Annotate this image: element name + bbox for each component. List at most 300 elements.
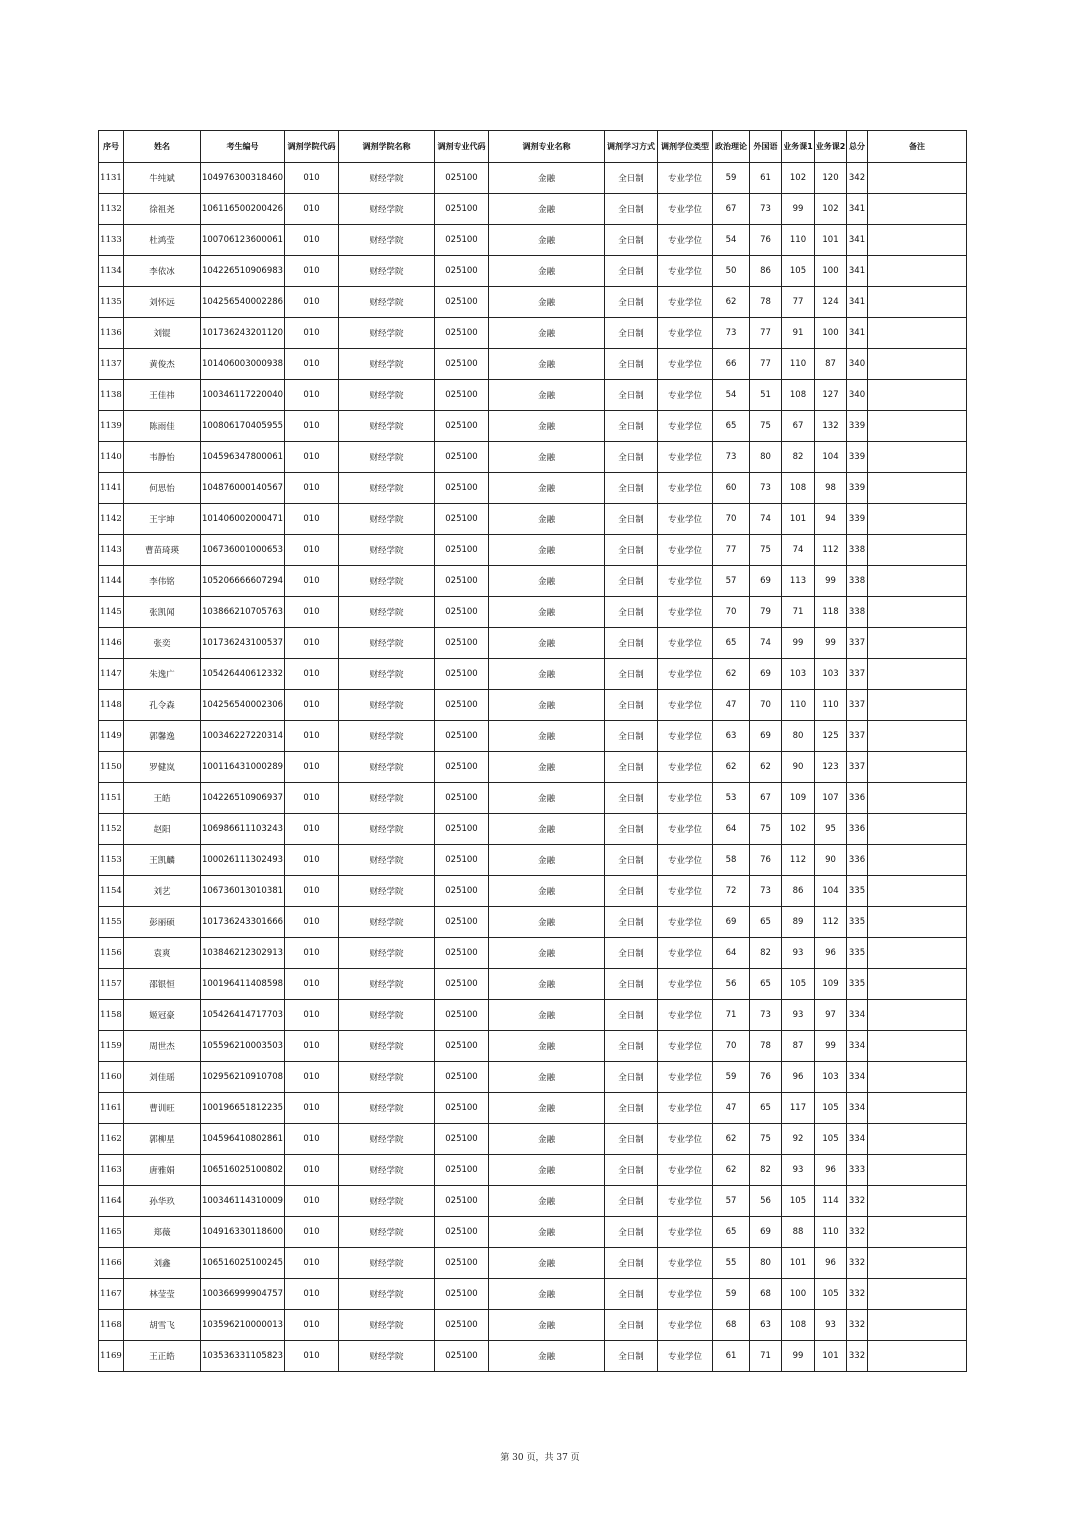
cell-sch: 财经学院 <box>339 163 435 194</box>
cell-mode: 全日制 <box>605 349 658 380</box>
table-row <box>99 659 967 690</box>
cell-maj-code: 025100 <box>435 783 489 814</box>
cell-politics: 65 <box>713 1217 750 1248</box>
cell-total: 337 <box>847 659 868 690</box>
cell-mode: 全日制 <box>605 1124 658 1155</box>
cell-deg: 专业学位 <box>658 845 713 876</box>
cell-remark <box>868 566 967 597</box>
cell-sch-code: 010 <box>285 628 339 659</box>
cell-maj: 金融 <box>489 969 605 1000</box>
cell-foreign: 65 <box>750 907 782 938</box>
table-row <box>99 349 967 380</box>
cell-politics: 65 <box>713 628 750 659</box>
cell-name: 王宇坤 <box>124 504 201 535</box>
cell-sch-code: 010 <box>285 225 339 256</box>
table-row <box>99 442 967 473</box>
cell-maj-code: 025100 <box>435 163 489 194</box>
cell-exam: 104226510906983 <box>201 256 285 287</box>
cell-sch: 财经学院 <box>339 752 435 783</box>
cell-foreign: 82 <box>750 1155 782 1186</box>
cell-deg: 专业学位 <box>658 659 713 690</box>
cell-maj: 金融 <box>489 752 605 783</box>
column-header-deg: 调剂学位类型 <box>658 131 713 163</box>
cell-sch: 财经学院 <box>339 504 435 535</box>
cell-politics: 67 <box>713 194 750 225</box>
cell-exam: 103866210705763 <box>201 597 285 628</box>
cell-total: 342 <box>847 163 868 194</box>
cell-seq: 1151 <box>99 783 124 814</box>
cell-sch-code: 010 <box>285 256 339 287</box>
cell-deg: 专业学位 <box>658 566 713 597</box>
column-header-politics: 政治理论 <box>713 131 750 163</box>
cell-remark <box>868 1279 967 1310</box>
cell-total: 335 <box>847 969 868 1000</box>
cell-sch-code: 010 <box>285 1248 339 1279</box>
cell-seq: 1142 <box>99 504 124 535</box>
cell-total: 338 <box>847 597 868 628</box>
cell-name: 彭丽硕 <box>124 907 201 938</box>
cell-foreign: 56 <box>750 1186 782 1217</box>
cell-mode: 全日制 <box>605 783 658 814</box>
cell-remark <box>868 938 967 969</box>
cell-politics: 62 <box>713 1155 750 1186</box>
cell-sch: 财经学院 <box>339 318 435 349</box>
table-row <box>99 1217 967 1248</box>
cell-sch: 财经学院 <box>339 1000 435 1031</box>
cell-sch: 财经学院 <box>339 535 435 566</box>
cell-exam: 100116431000289 <box>201 752 285 783</box>
cell-maj-code: 025100 <box>435 597 489 628</box>
cell-seq: 1145 <box>99 597 124 628</box>
cell-remark <box>868 1000 967 1031</box>
cell-politics: 62 <box>713 659 750 690</box>
cell-maj-code: 025100 <box>435 690 489 721</box>
cell-exam: 103596210000013 <box>201 1310 285 1341</box>
cell-total: 340 <box>847 349 868 380</box>
cell-sch: 财经学院 <box>339 628 435 659</box>
cell-maj: 金融 <box>489 256 605 287</box>
cell-remark <box>868 473 967 504</box>
cell-name: 张奕 <box>124 628 201 659</box>
roster-sheet <box>98 130 966 1372</box>
cell-total: 339 <box>847 504 868 535</box>
cell-maj: 金融 <box>489 1279 605 1310</box>
cell-maj-code: 025100 <box>435 969 489 1000</box>
cell-seq: 1156 <box>99 938 124 969</box>
cell-foreign: 76 <box>750 1062 782 1093</box>
cell-total: 332 <box>847 1310 868 1341</box>
cell-sch: 财经学院 <box>339 380 435 411</box>
cell-mode: 全日制 <box>605 566 658 597</box>
cell-sch: 财经学院 <box>339 690 435 721</box>
cell-exam: 100196651812235 <box>201 1093 285 1124</box>
cell-foreign: 76 <box>750 225 782 256</box>
cell-maj: 金融 <box>489 628 605 659</box>
cell-sch: 财经学院 <box>339 411 435 442</box>
cell-course1: 87 <box>782 1031 815 1062</box>
cell-foreign: 73 <box>750 473 782 504</box>
cell-deg: 专业学位 <box>658 473 713 504</box>
cell-exam: 101406003000938 <box>201 349 285 380</box>
cell-foreign: 70 <box>750 690 782 721</box>
cell-mode: 全日制 <box>605 1186 658 1217</box>
cell-maj: 金融 <box>489 1341 605 1372</box>
table-row <box>99 535 967 566</box>
cell-maj-code: 025100 <box>435 1186 489 1217</box>
cell-maj-code: 025100 <box>435 1217 489 1248</box>
cell-seq: 1154 <box>99 876 124 907</box>
cell-remark <box>868 411 967 442</box>
cell-deg: 专业学位 <box>658 380 713 411</box>
cell-seq: 1133 <box>99 225 124 256</box>
cell-seq: 1155 <box>99 907 124 938</box>
cell-total: 339 <box>847 473 868 504</box>
cell-politics: 53 <box>713 783 750 814</box>
cell-sch: 财经学院 <box>339 1155 435 1186</box>
cell-remark <box>868 1093 967 1124</box>
cell-course1: 102 <box>782 814 815 845</box>
table-row <box>99 1341 967 1372</box>
cell-mode: 全日制 <box>605 225 658 256</box>
cell-mode: 全日制 <box>605 1155 658 1186</box>
cell-course1: 90 <box>782 752 815 783</box>
table-row <box>99 938 967 969</box>
cell-exam: 100026111302493 <box>201 845 285 876</box>
cell-maj-code: 025100 <box>435 349 489 380</box>
cell-sch: 财经学院 <box>339 349 435 380</box>
cell-total: 335 <box>847 938 868 969</box>
cell-exam: 106736013010381 <box>201 876 285 907</box>
cell-sch: 财经学院 <box>339 566 435 597</box>
cell-seq: 1160 <box>99 1062 124 1093</box>
cell-politics: 65 <box>713 411 750 442</box>
cell-name: 刘艺 <box>124 876 201 907</box>
cell-remark <box>868 194 967 225</box>
cell-total: 338 <box>847 566 868 597</box>
cell-sch-code: 010 <box>285 287 339 318</box>
cell-deg: 专业学位 <box>658 1279 713 1310</box>
cell-mode: 全日制 <box>605 814 658 845</box>
cell-course1: 108 <box>782 473 815 504</box>
cell-foreign: 80 <box>750 1248 782 1279</box>
cell-politics: 66 <box>713 349 750 380</box>
cell-exam: 104256540002306 <box>201 690 285 721</box>
cell-sch-code: 010 <box>285 380 339 411</box>
cell-mode: 全日制 <box>605 1093 658 1124</box>
cell-exam: 101736243301666 <box>201 907 285 938</box>
cell-sch-code: 010 <box>285 504 339 535</box>
cell-sch-code: 010 <box>285 1341 339 1372</box>
cell-sch: 财经学院 <box>339 1062 435 1093</box>
cell-course2: 123 <box>815 752 847 783</box>
cell-sch: 财经学院 <box>339 907 435 938</box>
cell-mode: 全日制 <box>605 1000 658 1031</box>
cell-sch-code: 010 <box>285 938 339 969</box>
cell-maj: 金融 <box>489 349 605 380</box>
cell-foreign: 78 <box>750 1031 782 1062</box>
cell-maj-code: 025100 <box>435 380 489 411</box>
cell-maj-code: 025100 <box>435 1031 489 1062</box>
cell-deg: 专业学位 <box>658 597 713 628</box>
cell-exam: 101736243201120 <box>201 318 285 349</box>
cell-maj-code: 025100 <box>435 1279 489 1310</box>
cell-maj: 金融 <box>489 597 605 628</box>
cell-course1: 96 <box>782 1062 815 1093</box>
cell-course2: 105 <box>815 1093 847 1124</box>
cell-mode: 全日制 <box>605 969 658 1000</box>
cell-total: 334 <box>847 1000 868 1031</box>
cell-mode: 全日制 <box>605 1341 658 1372</box>
cell-sch: 财经学院 <box>339 1248 435 1279</box>
cell-course1: 71 <box>782 597 815 628</box>
cell-sch-code: 010 <box>285 690 339 721</box>
cell-deg: 专业学位 <box>658 442 713 473</box>
cell-foreign: 65 <box>750 969 782 1000</box>
table-row <box>99 1279 967 1310</box>
cell-maj: 金融 <box>489 659 605 690</box>
cell-politics: 58 <box>713 845 750 876</box>
cell-maj: 金融 <box>489 907 605 938</box>
cell-mode: 全日制 <box>605 1031 658 1062</box>
cell-course2: 110 <box>815 690 847 721</box>
table-row <box>99 814 967 845</box>
table-row <box>99 876 967 907</box>
cell-name: 郑薇 <box>124 1217 201 1248</box>
cell-remark <box>868 690 967 721</box>
cell-maj: 金融 <box>489 380 605 411</box>
cell-politics: 50 <box>713 256 750 287</box>
cell-total: 339 <box>847 442 868 473</box>
cell-course1: 89 <box>782 907 815 938</box>
cell-remark <box>868 1031 967 1062</box>
cell-sch-code: 010 <box>285 1062 339 1093</box>
cell-exam: 100346117220040 <box>201 380 285 411</box>
cell-exam: 104876000140567 <box>201 473 285 504</box>
cell-maj: 金融 <box>489 1031 605 1062</box>
cell-remark <box>868 628 967 659</box>
cell-maj-code: 025100 <box>435 721 489 752</box>
cell-deg: 专业学位 <box>658 938 713 969</box>
cell-remark <box>868 845 967 876</box>
cell-course2: 101 <box>815 225 847 256</box>
cell-mode: 全日制 <box>605 597 658 628</box>
cell-mode: 全日制 <box>605 659 658 690</box>
cell-foreign: 75 <box>750 1124 782 1155</box>
cell-remark <box>868 597 967 628</box>
cell-course1: 110 <box>782 349 815 380</box>
cell-sch-code: 010 <box>285 1124 339 1155</box>
cell-maj-code: 025100 <box>435 938 489 969</box>
cell-remark <box>868 969 967 1000</box>
cell-exam: 104226510906937 <box>201 783 285 814</box>
cell-deg: 专业学位 <box>658 194 713 225</box>
cell-deg: 专业学位 <box>658 690 713 721</box>
table-row <box>99 225 967 256</box>
cell-total: 332 <box>847 1279 868 1310</box>
cell-foreign: 69 <box>750 1217 782 1248</box>
cell-exam: 100366999904757 <box>201 1279 285 1310</box>
cell-name: 罗健岚 <box>124 752 201 783</box>
cell-sch: 财经学院 <box>339 1093 435 1124</box>
cell-seq: 1138 <box>99 380 124 411</box>
cell-exam: 105426414717703 <box>201 1000 285 1031</box>
table-row <box>99 845 967 876</box>
cell-seq: 1139 <box>99 411 124 442</box>
cell-name: 林莹莹 <box>124 1279 201 1310</box>
cell-maj: 金融 <box>489 566 605 597</box>
cell-course1: 105 <box>782 256 815 287</box>
cell-course2: 100 <box>815 318 847 349</box>
cell-seq: 1165 <box>99 1217 124 1248</box>
cell-maj-code: 025100 <box>435 256 489 287</box>
cell-sch: 财经学院 <box>339 876 435 907</box>
cell-sch: 财经学院 <box>339 938 435 969</box>
column-header-maj-code: 调剂专业代码 <box>435 131 489 163</box>
cell-maj: 金融 <box>489 1217 605 1248</box>
cell-sch: 财经学院 <box>339 287 435 318</box>
cell-course2: 97 <box>815 1000 847 1031</box>
cell-sch: 财经学院 <box>339 1031 435 1062</box>
cell-course2: 95 <box>815 814 847 845</box>
cell-foreign: 63 <box>750 1310 782 1341</box>
cell-course2: 96 <box>815 1248 847 1279</box>
cell-remark <box>868 380 967 411</box>
cell-name: 周世杰 <box>124 1031 201 1062</box>
cell-maj-code: 025100 <box>435 1093 489 1124</box>
cell-mode: 全日制 <box>605 163 658 194</box>
cell-maj: 金融 <box>489 1248 605 1279</box>
cell-seq: 1167 <box>99 1279 124 1310</box>
cell-exam: 104596410802861 <box>201 1124 285 1155</box>
cell-name: 刘鑫 <box>124 1248 201 1279</box>
cell-remark <box>868 318 967 349</box>
cell-foreign: 61 <box>750 163 782 194</box>
cell-mode: 全日制 <box>605 690 658 721</box>
cell-maj-code: 025100 <box>435 752 489 783</box>
cell-sch: 财经学院 <box>339 814 435 845</box>
cell-total: 334 <box>847 1093 868 1124</box>
cell-course2: 105 <box>815 1124 847 1155</box>
cell-total: 340 <box>847 380 868 411</box>
cell-sch-code: 010 <box>285 1310 339 1341</box>
cell-seq: 1141 <box>99 473 124 504</box>
cell-name: 李依冰 <box>124 256 201 287</box>
cell-maj-code: 025100 <box>435 1341 489 1372</box>
cell-deg: 专业学位 <box>658 1062 713 1093</box>
cell-course2: 102 <box>815 194 847 225</box>
cell-maj: 金融 <box>489 938 605 969</box>
cell-total: 333 <box>847 1155 868 1186</box>
cell-seq: 1161 <box>99 1093 124 1124</box>
cell-exam: 104976300318460 <box>201 163 285 194</box>
cell-politics: 55 <box>713 1248 750 1279</box>
column-header-exam: 考生编号 <box>201 131 285 163</box>
cell-maj-code: 025100 <box>435 566 489 597</box>
cell-mode: 全日制 <box>605 256 658 287</box>
cell-exam: 103846212302913 <box>201 938 285 969</box>
cell-course2: 132 <box>815 411 847 442</box>
cell-sch: 财经学院 <box>339 442 435 473</box>
cell-course1: 77 <box>782 287 815 318</box>
column-header-maj: 调剂专业名称 <box>489 131 605 163</box>
cell-sch: 财经学院 <box>339 659 435 690</box>
cell-deg: 专业学位 <box>658 256 713 287</box>
cell-maj: 金融 <box>489 1000 605 1031</box>
cell-mode: 全日制 <box>605 628 658 659</box>
cell-sch: 财经学院 <box>339 721 435 752</box>
cell-course2: 104 <box>815 442 847 473</box>
cell-mode: 全日制 <box>605 318 658 349</box>
cell-maj-code: 025100 <box>435 225 489 256</box>
cell-course1: 99 <box>782 628 815 659</box>
cell-exam: 100806170405955 <box>201 411 285 442</box>
cell-maj: 金融 <box>489 1093 605 1124</box>
cell-remark <box>868 1155 967 1186</box>
cell-course1: 99 <box>782 194 815 225</box>
cell-maj: 金融 <box>489 504 605 535</box>
cell-exam: 104256540002286 <box>201 287 285 318</box>
cell-seq: 1158 <box>99 1000 124 1031</box>
cell-course1: 86 <box>782 876 815 907</box>
cell-course1: 110 <box>782 225 815 256</box>
cell-politics: 59 <box>713 1062 750 1093</box>
cell-mode: 全日制 <box>605 442 658 473</box>
cell-total: 336 <box>847 845 868 876</box>
cell-foreign: 73 <box>750 194 782 225</box>
cell-mode: 全日制 <box>605 287 658 318</box>
cell-exam: 106986611103243 <box>201 814 285 845</box>
cell-maj: 金融 <box>489 535 605 566</box>
cell-name: 杜鸿莹 <box>124 225 201 256</box>
cell-total: 332 <box>847 1248 868 1279</box>
cell-mode: 全日制 <box>605 845 658 876</box>
cell-foreign: 62 <box>750 752 782 783</box>
cell-deg: 专业学位 <box>658 1341 713 1372</box>
cell-total: 336 <box>847 783 868 814</box>
cell-maj-code: 025100 <box>435 287 489 318</box>
cell-seq: 1135 <box>99 287 124 318</box>
cell-exam: 100346114310009 <box>201 1186 285 1217</box>
cell-foreign: 79 <box>750 597 782 628</box>
cell-course2: 100 <box>815 256 847 287</box>
column-header-foreign: 外国语 <box>750 131 782 163</box>
cell-deg: 专业学位 <box>658 318 713 349</box>
cell-deg: 专业学位 <box>658 814 713 845</box>
cell-name: 袁爽 <box>124 938 201 969</box>
cell-mode: 全日制 <box>605 907 658 938</box>
cell-exam: 106516025100802 <box>201 1155 285 1186</box>
cell-sch-code: 010 <box>285 163 339 194</box>
cell-politics: 61 <box>713 1341 750 1372</box>
cell-course1: 91 <box>782 318 815 349</box>
cell-maj-code: 025100 <box>435 535 489 566</box>
cell-name: 刘佳瑶 <box>124 1062 201 1093</box>
cell-maj-code: 025100 <box>435 907 489 938</box>
cell-total: 337 <box>847 752 868 783</box>
cell-foreign: 67 <box>750 783 782 814</box>
cell-foreign: 75 <box>750 814 782 845</box>
cell-course1: 109 <box>782 783 815 814</box>
cell-seq: 1144 <box>99 566 124 597</box>
cell-course2: 96 <box>815 1155 847 1186</box>
cell-name: 牛纯斌 <box>124 163 201 194</box>
cell-mode: 全日制 <box>605 194 658 225</box>
cell-mode: 全日制 <box>605 1062 658 1093</box>
cell-maj-code: 025100 <box>435 473 489 504</box>
cell-maj: 金融 <box>489 814 605 845</box>
cell-sch: 财经学院 <box>339 1341 435 1372</box>
cell-remark <box>868 287 967 318</box>
